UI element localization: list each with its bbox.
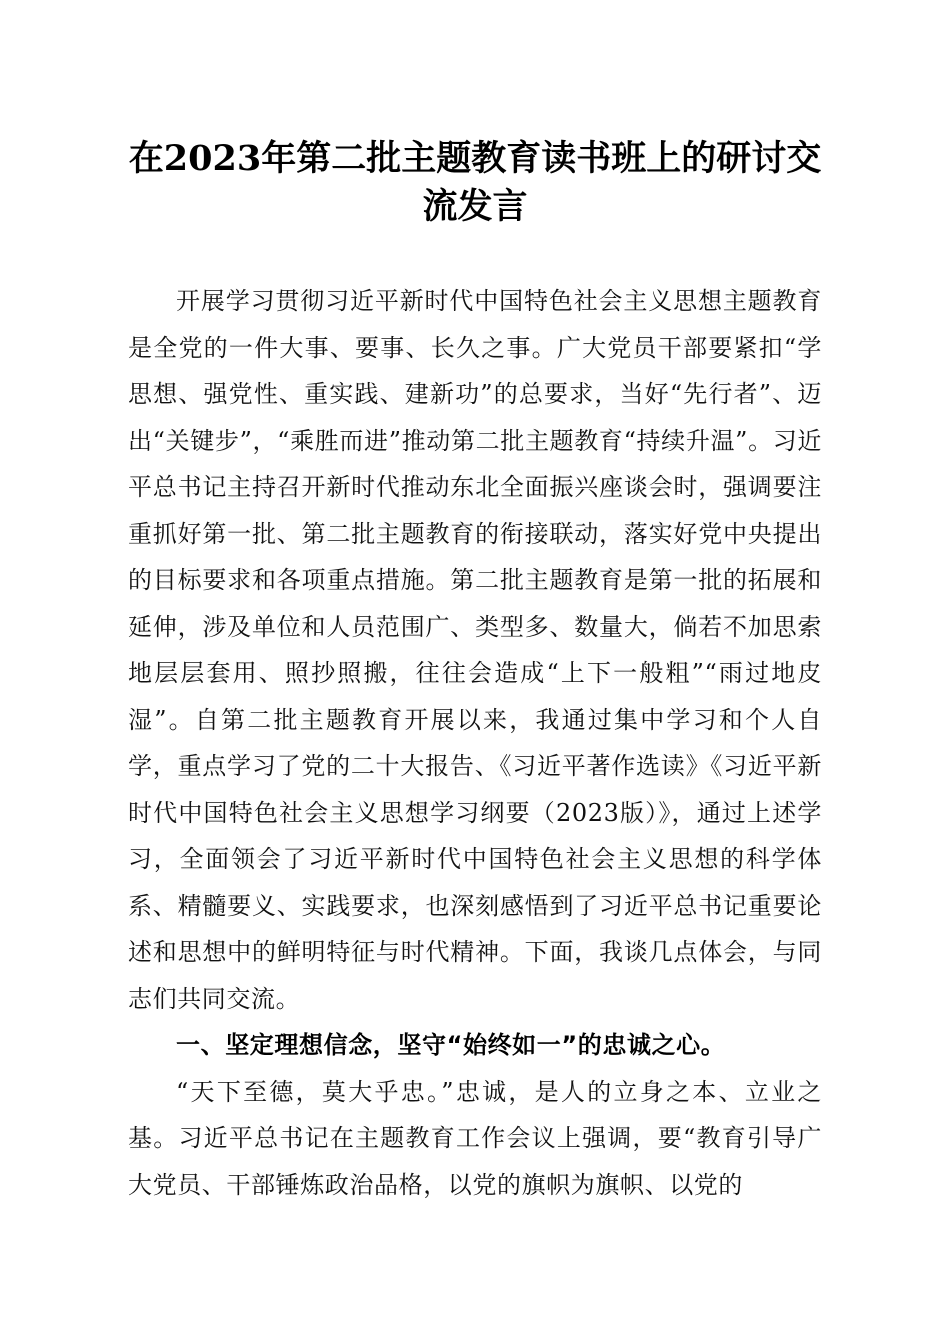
intro-paragraph: 开展学习贯彻习近平新时代中国特色社会主义思想主题教育是全党的一件大事、要事、长久之事。广大党员干部要紧扣“学思想、强党性、重实践、建新功”的总要求，当好“先行者”、迈出“关键步”，“乘胜而进”推动第二批主题教育“持续升温”。习近平总书记主持召开新时代推动东北全面振兴座谈会时，强调要注重抓好第一批、第二批主题教育的衔接联动，落实好党中央提出的目标要求和各项重点措施。第二批主题教育是第一批的拓展和延伸，涉及单位和人员范围广、类型多、数量大，倘若不加思索地层层套用、照抄照搬，往往会造成“上下一般粗”“雨过地皮湿”。自第二批主题教育开展以来，我通过集中学习和个人自学，重点学习了党的二十大报告、《习近平著作选读》《习近平新时代中国特色社会主义思想学习纲要（2023版）》，通过上述学习，全面领会了习近平新时代中国特色社会主义思想的科学体系、精髓要义、实践要求，也深刻感悟到了习近平总书记重要论述和思想中的鲜明特征与时代精神。下面，我谈几点体会，与同志们共同交流。 <box>128 287 822 1013</box>
document-body <box>128 278 822 1208</box>
document-title: 在2023年第二批主题教育读书班上的研讨交流发言 <box>128 138 822 227</box>
section-heading: 一、坚定理想信念，坚守“始终如一”的忠诚之心。 <box>176 1031 726 1059</box>
section-paragraph: “天下至德，莫大乎忠。”忠诚，是人的立身之本、立业之基。习近平总书记在主题教育工作会议上强调，要“教育引导广大党员、干部锤炼政治品格，以党的旗帜为旗帜、以党的 <box>128 1077 822 1199</box>
